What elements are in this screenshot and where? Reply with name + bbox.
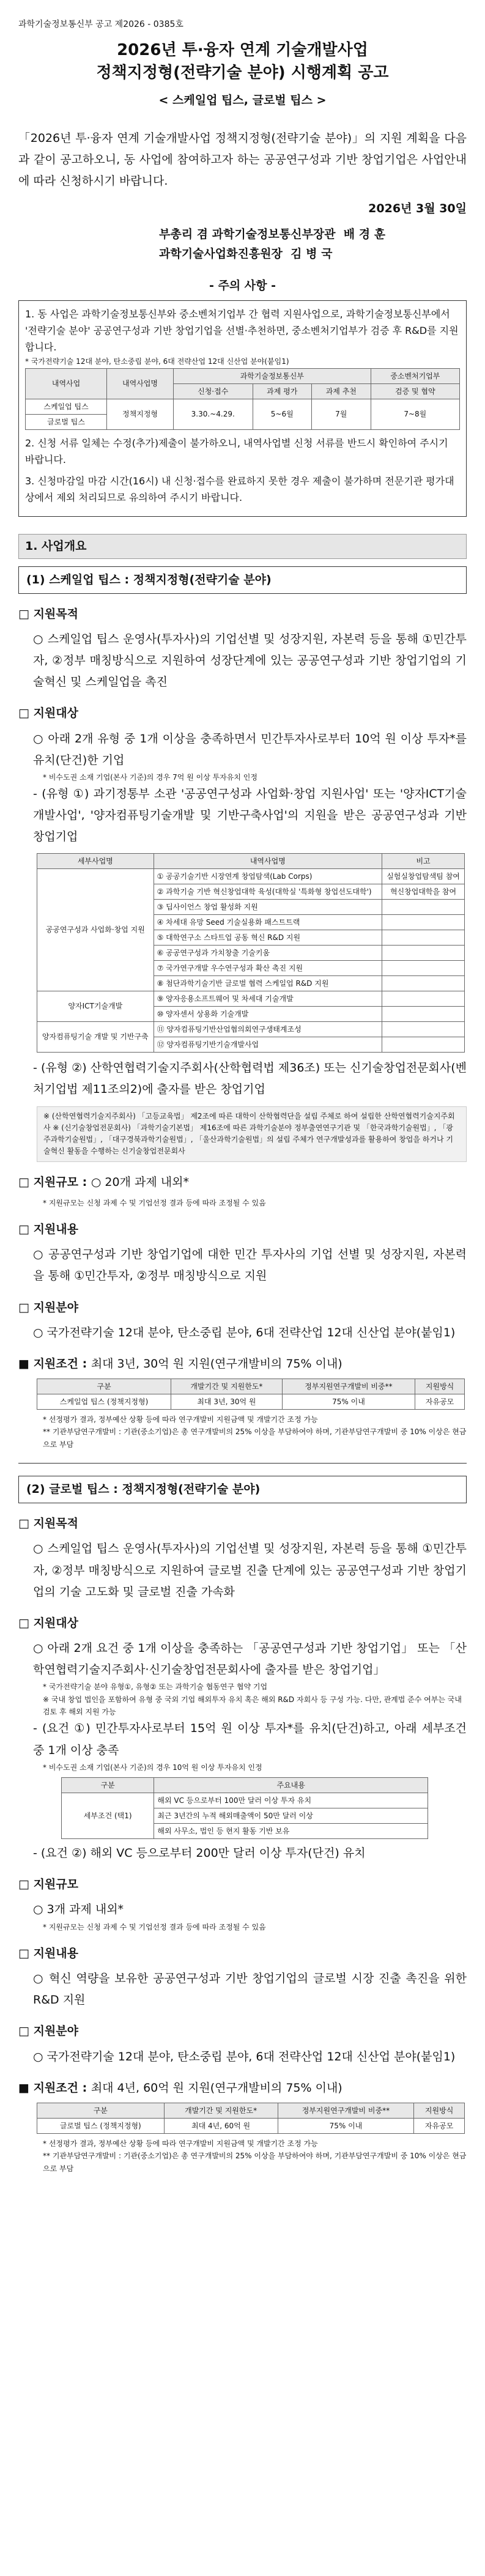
field-text-2: ○ 국가전략기술 12대 분야, 탄소중립 분야, 6대 전략산업 12대 신산업 분야(붙임1): [33, 2049, 456, 2063]
target-definition-box: ※ (산학연협력기술지주회사) 「고등교육법」 제2조에 따른 대학이 산학협력단을 설립 주체로 하여 설립한 산학연협력기술지주회사 ※ (신기술창업전문회사) 「과학기술기본법」 제16조에 따른 과학기술분야 정부출연연구기관 및 「한국과학기술원법」, 「광주과학기술원법」, 「대구경북과학기술원법」, 「울산과학기술원법」의 설립 주체가 연구개발성과를 활용하여 창업을 하거나 기술혁신 활동을 수행하는 신기술창업전문회사: [37, 1106, 467, 1162]
scale-note: * 지원규모는 신청 과제 수 및 기업선정 결과 등에 따라 조정될 수 있음: [43, 1198, 266, 1207]
title-line-2: 정책지정형(전략기술 분야) 시행계획 공고: [96, 64, 389, 83]
target-type-2: - (유형 ②) 산학연협력기술지주회사(산학협력법 제36조) 또는 신기술창업전문회사(벤처기업법 제11조의2)에 출자를 받은 창업기업: [33, 1060, 467, 1096]
notice-heading: - 주의 사항 -: [209, 278, 276, 292]
condition-table-1: 구분 개발기간 및 지원한도* 정부지원연구개발비 비중** 지원방식 스케일업 팁스 (정책지정형) 최대 3년, 30억 원 75% 이내 자유공모: [37, 1379, 465, 1410]
intro-paragraph: 「2026년 투·융자 연계 기술개발사업 정책지정형(전략기술 분야)」의 지원 계획을 다음과 같이 공고하오니, 동 사업에 참여하고자 하는 공공연구성과 기반 창업기업은 사업안내에 따라 신청하시기 바랍니다.: [18, 131, 467, 188]
purpose-text: ○ 스케일업 팁스 운영사(투자사)의 기업선별 및 성장지원, 자본력 등을 통해 ①민간투자, ②정부 매칭방식으로 지원하여 성장단계에 있는 공공연구성과 기반 창업기업의 기술혁신 및 스케일업을 촉진: [33, 632, 467, 689]
field-text: ○ 국가전략기술 12대 분야, 탄소중립 분야, 6대 전략산업 12대 신산업 분야(붙임1): [33, 1325, 456, 1339]
target-type-1: - (유형 ①) 과기정통부 소관 '공공연구성과 사업화·창업 지원사업' 또는 '양자ICT기술개발사업', '양자컴퓨팅기술개발 및 기반구축사업'의 지원을 받은 공공연구성과 기반 창업기업: [33, 787, 467, 844]
scale-heading: □ 지원규모 : ○ 20개 과제 내외*: [18, 1175, 189, 1189]
content-heading-2: □ 지원내용: [18, 1946, 78, 1960]
content-text: ○ 공공연구성과 기반 창업기업에 대한 민간 투자사의 기업 선별 및 성장지원, 자본력을 통해 ①민간투자, ②정부 매칭방식으로 지원: [33, 1248, 467, 1283]
purpose-heading-2: □ 지원목적: [18, 1517, 78, 1531]
detail-condition-table: 구분 주요내용 세부조건 (택1) 해외 VC 등으로부터 100만 달러 이상 투자 유치 최근 3년간의 누적 해외매출액이 50만 달러 이상 해외 사무소, 법인 등 현지 활동 기반 보유: [61, 1777, 428, 1839]
target-text: ○ 아래 2개 유형 중 1개 이상을 충족하면서 민간투자사로부터 10억 원 이상 투자*를 유치(단건)한 기업: [33, 731, 467, 767]
purpose-heading: □ 지원목적: [18, 607, 78, 621]
subsection-1-heading: (1) 스케일업 팁스 : 정책지정형(전략기술 분야): [18, 566, 467, 594]
notice-item-2: 2. 신청 서류 일체는 수정(추가)제출이 불가하오니, 내역사업별 신청 서류를 반드시 확인하여 주시기 바랍니다.: [25, 437, 448, 465]
scale-heading-2: □ 지원규모: [18, 1878, 78, 1892]
content-heading: □ 지원내용: [18, 1223, 78, 1237]
target2-requirement-2: - (요건 ②) 해외 VC 등으로부터 200만 달러 이상 투자(단건) 유치: [33, 1846, 366, 1860]
target-text-2: ○ 아래 2개 요건 중 1개 이상을 충족하는 「공공연구성과 기반 창업기업」 또는 「산학연협력기술지주회사·신기술창업전문회사에 출자를 받은 창업기업」: [33, 1641, 467, 1677]
field-heading-2: □ 지원분야: [18, 2024, 78, 2038]
condition2-note-2: ** 기관부담연구개발비 : 기관(중소기업)은 총 연구개발비의 25% 이상을 부담하여야 하며, 기관부담연구개발비 중 10% 이상은 현금으로 부담: [43, 2152, 467, 2173]
notice-box: [18, 300, 467, 517]
signer-2: 과학기술사업화진흥원장 김 병 국: [159, 247, 333, 261]
signer-1: 부총리 겸 과학기술정보통신부장관 배 경 훈: [159, 228, 386, 242]
signers: [18, 224, 467, 264]
schedule-table: 내역사업 내역사업명 과학기술정보통신부 중소벤처기업부 신청·접수 과제 평가 과제 추천 검증 및 협약 스케일업 팁스 정책지정형 3.30.~4.29. 5~6월 7월 7~8월 글로벌 팁스: [25, 368, 460, 430]
target2-requirement-1: - (요건 ①) 민간투자사로부터 15억 원 이상 투자*를 유치(단건)하고, 아래 세부조건 중 1개 이상 충족: [33, 1722, 467, 1757]
target2-note: * 국가전략기술 분야 유형①, 유형② 또는 과학기술 협동연구 협약 기업: [43, 1682, 268, 1692]
section-1-heading: 1. 사업개요: [18, 534, 467, 559]
subtitle: < 스케일업 팁스, 글로벌 팁스 >: [158, 94, 327, 108]
condition2-note-1: * 선정평가 결과, 정부예산 상황 등에 따라 연구개발비 지원금액 및 개발기간 조정 가능: [43, 2139, 318, 2148]
target-note: * 비수도권 소재 기업(본사 기준)의 경우 7억 원 이상 투자유치 인정: [43, 772, 257, 782]
target-heading: □ 지원대상: [18, 706, 78, 720]
field-heading: □ 지원분야: [18, 1300, 78, 1314]
eligible-program-table: 세부사업명 내역사업명 비고 공공연구성과 사업화·창업 지원 ① 공공기술기반 시장연계 창업탐색(Lab Corps) 실험실창업탐색팀 참여 ② 과학기술 기반 혁신창업대학 육성(대학실 '특화형 창업선도대학') 혁신창업대학을 참여 ③ 딥사이언스 창업 활성화 지원 ④ 차세대 유망 Seed 기술실용화 패스트트랙 ⑤ 대학연구소 스타트업 공동 혁신 R&D 지원 ⑥ 공공연구성과 가치창출 기술키움 ⑦ 국가연구개발 우수연구성과 확산 촉진 지원 ⑧ 첨단과학기술기반 글로벌 협력 스케일업 R&D 지원 양자ICT기술개발 ⑨ 양자응용소프트웨어 및 차세대 기술개발 ⑩ 양자센서 상용화 기술개발 양자컴퓨팅기술 개발 및 기반구축 ⑪ 양자컴퓨팅기반산업협의회연구생태계조성 ⑫ 양자컴퓨팅기반기술개발사업: [37, 853, 465, 1053]
condition-note-2: ** 기관부담연구개발비 : 기관(중소기업)은 총 연구개발비의 25% 이상을 부담하여야 하며, 기관부담연구개발비 중 10% 이상은 현금으로 부담: [43, 1427, 467, 1449]
condition-table-2: 구분 개발기간 및 지원한도* 정부지원연구개발비 비중** 지원방식 글로벌 팁스 (정책지정형) 최대 4년, 60억 원 75% 이내 자유공모: [37, 2103, 465, 2134]
scale-text-2: ○ 3개 과제 내외*: [33, 1903, 124, 1917]
scale-note-2: * 지원규모는 신청 과제 수 및 기업선정 결과 등에 따라 조정될 수 있음: [43, 1922, 266, 1931]
doc-header: 과학기술정보통신부 공고 제2026 - 0385호: [18, 20, 183, 29]
content-text-2: ○ 혁신 역량을 보유한 공공연구성과 기반 창업기업의 글로벌 시장 진출 촉진을 위한 R&D 지원: [33, 1972, 467, 2007]
target2-note-2: ※ 국내 창업 법인을 포함하여 유형 중 국외 기업 해외투자 유치 혹은 해외 R&D 자회사 등 구성 가능. 다만, 관계법 준수 여부는 국내 검토 후 해외 지원 가능: [43, 1695, 462, 1717]
notice-item-1: 1. 동 사업은 과학기술정보통신부와 중소벤처기업부 간 협력 지원사업으로, 과학기술정보통신부에서 '전략기술 분야' 공공연구성과 기반 창업기업을 선별·추천하면, 중소벤처기업부가 검증 후 R&D를 지원합니다. * 국가전략기술 12대 분야, 탄소중립 분야, 6대 전략산업 12대 신산업 분야(붙임1) 내역사업 내역사업명 과학기술정보통신부 중소벤처기업부 신청·접수 과제 평가 과제 추천 검증 및 협약 스케일업 팁스 정책지정형 3.30.~4.29. 5~6월 7월 7~8월 글로벌 팁스: [25, 306, 460, 430]
announcement-date: 2026년 3월 30일: [368, 201, 467, 215]
target-heading-2: □ 지원대상: [18, 1616, 78, 1630]
condition-heading: ■ 지원조건 : 최대 3년, 30억 원 지원(연구개발비의 75% 이내): [18, 1356, 342, 1371]
condition-heading-2: ■ 지원조건 : 최대 4년, 60억 원 지원(연구개발비의 75% 이내): [18, 2081, 342, 2095]
condition-note-1: * 선정평가 결과, 정부예산 상황 등에 따라 연구개발비 지원금액 및 개발기간 조정 가능: [43, 1415, 318, 1424]
purpose-text-2: ○ 스케일업 팁스 운영사(투자사)의 기업선별 및 성장지원, 자본력 등을 통해 ①민간투자, ②정부 매칭방식으로 지원하여 글로벌 진출 단계에 있는 공공연구성과 기반 창업기업의 기술 고도화 및 글로벌 진출 가속화: [33, 1542, 467, 1599]
divider: [18, 1463, 467, 1464]
target2-requirement-note: * 비수도권 소재 기업(본사 기준)의 경우 10억 원 이상 투자유치 인정: [43, 1763, 262, 1772]
notice-item-3: 3. 신청마감일 마감 시간(16시) 내 신청·접수를 완료하지 못한 경우 제출이 불가하며 전문기관 평가대상에서 제외 처리되므로 유의하여 주시기 바랍니다.: [25, 475, 454, 504]
title-line-1: 2026년 투·융자 연계 기술개발사업: [117, 41, 368, 59]
subsection-2-heading: (2) 글로벌 팁스 : 정책지정형(전략기술 분야): [18, 1476, 467, 1503]
